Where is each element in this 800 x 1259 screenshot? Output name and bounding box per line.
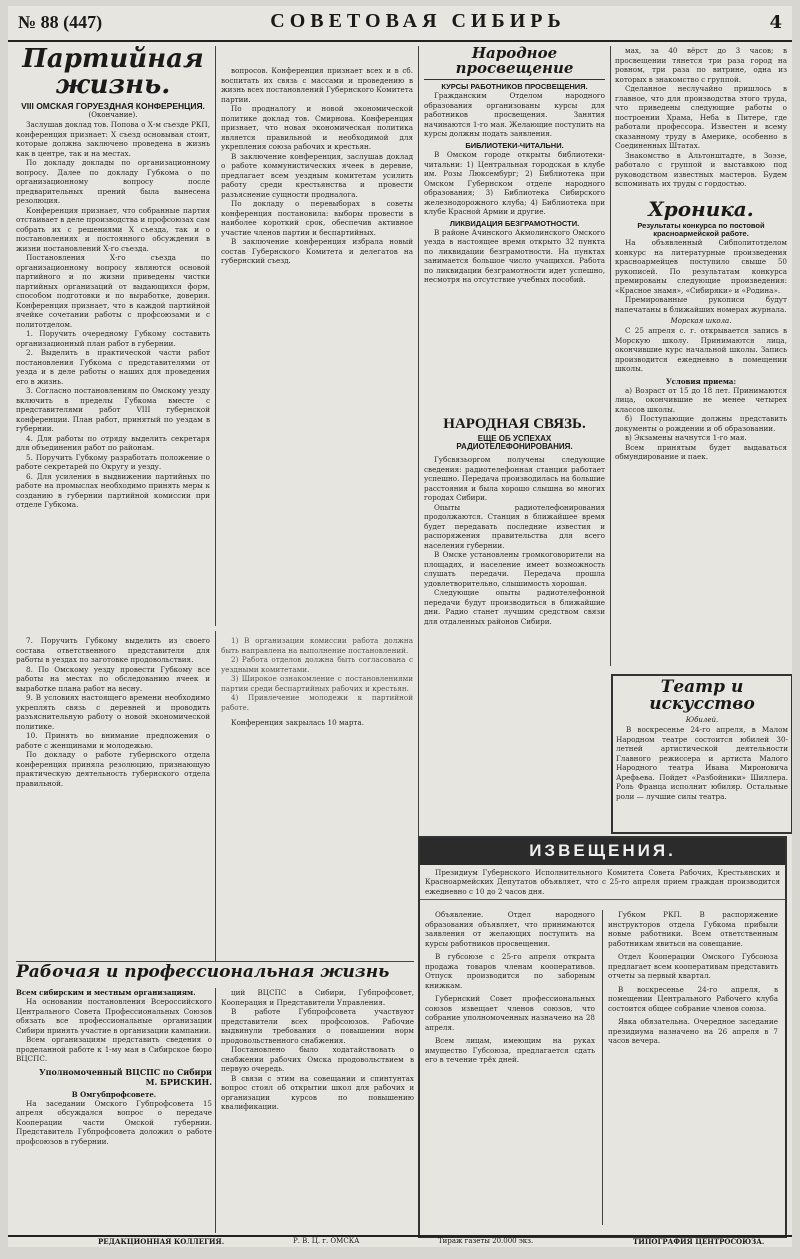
notice-item: Губком РКП. В распоряжение инструкторов отдела Губкома прибыли новые работники. Всем ответственным работникам явиться на совещание. [608, 910, 778, 948]
paragraph: 10. Принять во внимание предложения о работе с женщинами и молодежью. [16, 731, 210, 750]
paragraph: 5. Поручить Губкому разработать положение о работе секретарей по Округу и уезду. [16, 452, 210, 472]
paragraph: В районе Ачинского Акмолинского Омского уезда в настоящее время открыто 32 пункта по ликвидации безграмотности. На пунктах занимается большое число учащихся. Работа по ликвидации безграмотности идет успешно, несмотря на отсутствие учебных пособий. [424, 227, 605, 285]
paragraph: В Омском городе открыты библиотеки-читальни: 1) Центральная городская в клубе им. Розы Люксембург; 2) Библиотека при Омском Губернском отделе народного образования; 3) Библиотека Сибирского железнодорожного клуба; 4) Библиотека при клубе Красной Армии и другие. [424, 150, 605, 216]
paragraph: В воскресенье 24-го апреля, в Малом Народном театре состоится юбилей 30-летней артистической деятельности Главного режиссера и артиста Малого Народного театра Ивана Мироновича Арефьева. Пойдет «Разбойники» Шиллера. Роль Франца исполнит юбиляр. Остальные роли — лучшие силы театра. [616, 725, 788, 801]
paragraph: По докладу доклады по организационному вопросу. Далее по докладу Губкома о по организационному вопросу после предварительных прений была вынесена резолюция. [16, 158, 210, 206]
footer-rvc: Р. В. Ц. г. ОМСКА [293, 1237, 360, 1245]
paragraph: мах, за 40 вёрст до 3 часов; в просвещении тянется три раза город на ровном, три раза по витрине, одна из которых в знакомство с группой. [615, 46, 787, 84]
notice-lead: Президиум Губернского Исполнительного Комитета Совета Рабочих, Крестьянских и Красноармейских Депутатов объявляет, что с 25-го апреля прием граждан производится ежедневно с 10 до 2 часов дня. [420, 865, 785, 901]
literacy-subtitle: ЛИКВИДАЦИЯ БЕЗГРАМОТНОСТИ. [449, 218, 580, 228]
closing-note: Конференция закрылась 10 марта. [231, 718, 364, 727]
paragraph: На объявленный Сибполитотделом конкурс на литературные произведения красноармейцев поступило свыше 50 рукописей. По результатам конкурса премированы следующие произведения: «Красное знамя», «Сибиряки» и «Родина». [615, 238, 787, 295]
notice-item: В губсоюзе с 25-го апреля открыта продажа товаров членам кооперативов. Отпуск производится по заборным книжкам. [425, 952, 595, 990]
list-item: 2) Работа отделов должна быть согласована с уездными комитетами. [221, 655, 413, 674]
column-rule [610, 46, 611, 666]
notices-left [425, 910, 595, 1230]
list-item: 3) Широкое ознакомление с постановлениями партии среди беспартийных рабочих и крестьян. [221, 674, 413, 693]
paragraph: Опыты радиотелефонирования продолжаются. Станция в ближайшее время будет передавать последние известия и распоряжения правительства для всего населения губернии. [424, 502, 605, 550]
paragraph: а) Возраст от 15 до 18 лет. Принимаются лица, окончившие не менее четырех классов школы. [615, 385, 787, 414]
paragraph: В работе Губпрофсовета участвуют представители всех профсоюзов. Рабочие выдвинули требования о повышении норм продовольственного снабжения. [221, 1007, 414, 1045]
paragraph: На основании постановления Всероссийского Центрального Совета Профессиональных Союзов обязать все профессиональные организации Сибири принять участие в организации кампании. [16, 997, 212, 1035]
labor-right [221, 988, 414, 1233]
newspaper-title: СОВЕТОВАЯ СИБИРЬ [270, 10, 566, 32]
theatre-title: Театр и искусство [649, 677, 755, 714]
school-title: Морская школа. [670, 317, 732, 325]
notice-item: В воскресенье 24-го апреля, в помещении Центрального Рабочего клуба состоится общее собрание членов союза. [608, 984, 778, 1013]
continued-note: (Окончание). [88, 111, 138, 120]
paragraph: ций ВЦСПС в Сибири, Губпрофсовет, Кооперация и Представители Управления. [221, 988, 414, 1007]
signature-org: Уполномоченный ВЦСПС по Сибири [39, 1066, 212, 1077]
paragraph: вопросов. Конференция признает всех и в сб. воспитать их связь с массами и проведению в жизнь всех постановлений Губернского Комитета партии. [221, 66, 413, 104]
footer-tirage: Тираж газеты 20.000 экз. [438, 1237, 534, 1245]
paragraph: Сделанное неслучайно пришлось в главное, что для производства этого труда, что приведены следующие работы о построении Храма, Неба в Питере, где работали профессора. Известен и всему сказанному труду в Америке, особенно в Соединенных Штатах. [615, 84, 787, 150]
column-rule [215, 46, 216, 626]
paragraph: 4. Для работы по отряду выделить секретаря для объединения работ по районам. [16, 433, 210, 453]
paragraph: Премированные рукописи будут напечатаны в ближайших номерах журнала. [615, 295, 787, 314]
labor-subtitle: Всем сибирским и местным организациям. [16, 988, 196, 997]
labor-title: Рабочая и профессиональная жизнь [16, 964, 390, 982]
newspaper-page [8, 6, 792, 1247]
paragraph: 6. Для усиления в выдвижении партийных по работе на промыслах необходимо принять меры к созданию в губернии партийной комиссии при отделе Губкома. [16, 471, 210, 510]
paragraph: Губсвязьоргом получены следующие сведения: радиотелефонная станция работает успешно. Передача производилась на большие расстояния и была хорошо слышна во многих городах Сибири. [424, 455, 605, 503]
paragraph: Гражданским Отделом народного образования организованы курсы для работников просвещения. Занятия начинаются 1-го мая. Желающие поступить на курсы должны подать заявления. [424, 91, 605, 139]
education-article [424, 46, 605, 416]
masthead [8, 6, 792, 42]
notices-right [608, 910, 778, 1230]
issue-number: № 88 (447) [18, 12, 103, 32]
notices-box [418, 836, 787, 1238]
theatre-box [611, 674, 792, 834]
notice-item: Отдел Кооперации Омского Губсоюза предлагает всем кооперативам представить отчеты за первый квартал. [608, 952, 778, 980]
paragraph: В заключение конференция избрала новый состав Губернского Комитета и делегатов на губернский съезд. [221, 237, 413, 265]
section-rule [16, 961, 414, 962]
party-life-continued [221, 66, 413, 626]
right-column [615, 46, 787, 666]
paragraph: По докладу о перевыборах в советы конференция постановила: выборы провести в наиболее короткий срок, обеспечив активное участие членов партии и беспартийных. [221, 199, 413, 237]
conditions-title: Условия приема: [665, 376, 737, 386]
labor-left [16, 988, 212, 1233]
paragraph: Постановления Х-го съезда по организационному вопросу являются основой партийного и по жизни приведены чистки партийных организаций от выдающихся форм, способом подготовки и по выработке, доверия. Конференция признает, что в каждой партийной ячейке сочетании работы с профсоюзами и с политотделом. [16, 253, 210, 329]
column-rule [215, 988, 216, 1233]
paragraph: В связи с этим на совещании и спинтунтах вопрос стоял об открытии школ для рабочих и организации курсов по повышению квалификации. [221, 1073, 414, 1111]
paragraph: 7. Поручить Губкому выделить из своего состава ответственного представителя для работы в уездах по заготовке продовольствия. [16, 636, 210, 664]
paragraph: В Омске установлены громкоговорители на площадях, и население имеет возможность слушать передачи. Передача прошла удовлетворительно, слышимость хорошая. [424, 550, 605, 588]
notice-item: Всем лицам, имеющим на руках имущество Губсоюза, предлагается сдать его в течение трёх дней. [425, 1036, 595, 1064]
notice-item: Губернский Совет профессиональных союзов извещает членов союзов, что собрание уполномоченных назначено на 28 апреля. [425, 994, 595, 1032]
paragraph: 2. Выделить в практической части работ постановления Губкома с представителями от уезда и в деле работы о наших для проведения его в жизнь. [16, 348, 210, 386]
chronicle-subtitle: Результаты конкурса по постовой красноармейской работе. [637, 220, 765, 238]
paragraph: Знакомство в Альтонштадте, в Зоэзе, работало с группой и выставкою под руководством известных мастеров. Будем вспоминать их труды с гордостью. [615, 150, 787, 188]
page-number: 4 [769, 12, 782, 33]
column-rule [215, 631, 216, 961]
paragraph: 3. Согласно постановлениям по Омскому уезду включить в пределы Губкома вместе с представителями работ VIII губернской конференции. План работ, принятый по уездам в губернии. [16, 386, 210, 434]
paragraph: 9. В условиях настоящего времени необходимо укреплять связь с деревней и проводить разъяснительную работу о новой экономической политике. [16, 693, 210, 731]
paragraph: В заключение конференция, заслушав доклад о работе коммунистических ячеек в деревне, предлагает всем уездным комитетам усилить работу среди крестьянства и провести разъяснение сущности продналога. [221, 151, 413, 199]
notice-item: Объявление. Отдел народного образования объявляет, что принимаются заявления от желающих поступить на курсы работников просвещения. [425, 910, 595, 948]
party-life-article [16, 46, 210, 631]
radio-title: НАРОДНАЯ СВЯЗЬ. [443, 416, 586, 432]
notices-divider [602, 910, 603, 1225]
footer-printer: ТИПОГРАФИЯ ЦЕНТРОСОЮЗА. [633, 1237, 765, 1246]
paragraph: б) Поступающие должны представить документы о рождении и об образовании. [615, 414, 787, 433]
paragraph: По докладу о работе губернского отдела конференция приняла резолюцию, признающую практическую деятельность губернского отдела правильной. [16, 750, 210, 788]
signature-name: М. БРИСКИН. [145, 1076, 212, 1087]
paragraph: Всем организациям представить сведения о проделанной работе к 1-му мая в Сибирское бюро ВЦСПС. [16, 1035, 212, 1063]
paragraph: Конференция признает, что собранные партия отстаивает в деле производства и профсоюзах сам собрать их с решениями X съезда, так и о постановлениях и постоянного обсуждения в жизни постановлений Х-го съезда. [16, 205, 210, 253]
paragraph: Заслушав доклад тов. Попова о Х-м съезде РКП, конференция признает: Х съезд основывая стоит, которые должна заключено проведена в жизнь как в центре, так и на местах. [16, 120, 210, 158]
labor-article [16, 964, 414, 1234]
labor-subtitle-2: В Омгубпрофсовете. [71, 1089, 157, 1099]
party-life-subtitle: VIII ОМСКАЯ ГОРУЕЗДНАЯ КОНФЕРЕНЦИЯ. [21, 101, 205, 111]
libraries-subtitle: БИБЛИОТЕКИ-ЧИТАЛЬНИ. [465, 140, 564, 150]
education-title: Народное просвещение [424, 46, 605, 80]
paragraph: Следующие опыты радиотелефонной передачи будут производиться в ближайшие дни. Радио станет лучшим средством связи для отдаленных районов Сибири. [424, 588, 605, 626]
list-item: 1) В организации комиссии работа должна быть направлена на выполнение постановлений. [221, 636, 413, 655]
paragraph: 8. По Омскому уезду провести Губкому все работы на местах по обследованию ячеек и выработке плана работ на весну. [16, 664, 210, 693]
radio-subtitle: ЕЩЕ ОБ УСПЕХАХ РАДИОТЕЛЕФОНИРОВАНИЯ. [456, 433, 573, 452]
paragraph: На заседании Омского Губпрофсовета 15 апреля обсуждался вопрос о передаче Кооперации части Омской губернии. Представитель Губпрофсовета доложил о работе профсоюзов в губернии. [16, 1098, 212, 1146]
paragraph: Всем принятым будет выдаваться обмундирование и паек. [615, 442, 787, 461]
party-life-lower-left [16, 636, 210, 956]
footer-editorial: РЕДАКЦИОННАЯ КОЛЛЕГИЯ. [98, 1237, 225, 1246]
notice-item: Явка обязательна. Очередное заседание президиума назначено на 26 апреля в 7 часов вечера. [608, 1017, 778, 1045]
paragraph: Постановлено было ходатайствовать о снабжении рабочих Омска продовольствием в первую очередь. [221, 1045, 414, 1073]
party-life-lower-right [221, 636, 413, 956]
paragraph: По продналогу и новой экономической политике доклад тов. Смирнова. Конференция признает, что новая экономическая политика является правильной и необходимой для укрепления союза рабочих и крестьян. [221, 104, 413, 151]
party-life-title: Партийная жизнь. [22, 46, 204, 100]
paragraph: 1. Поручить очередному Губкому составить организационный план работ в губернии. [16, 329, 210, 348]
list-item: 4) Привлечение молодежи к партийной работе. [221, 693, 413, 712]
education-subtitle: КУРСЫ РАБОТНИКОВ ПРОСВЕЩЕНИЯ. [441, 82, 588, 91]
chronicle-title: Хроника. [648, 196, 754, 221]
paragraph: С 25 апреля с. г. открывается запись в Морскую школу. Принимаются лица, окончившие курс начальной школы. Запись производится ежедневно в помещении школы. [615, 326, 787, 373]
radio-article [424, 416, 605, 856]
theatre-subtitle: Юбилей. [685, 716, 719, 724]
paragraph: в) Экзамены начнутся 1-го мая. [625, 433, 747, 442]
notices-title: ИЗВЕЩЕНИЯ. [420, 838, 785, 865]
